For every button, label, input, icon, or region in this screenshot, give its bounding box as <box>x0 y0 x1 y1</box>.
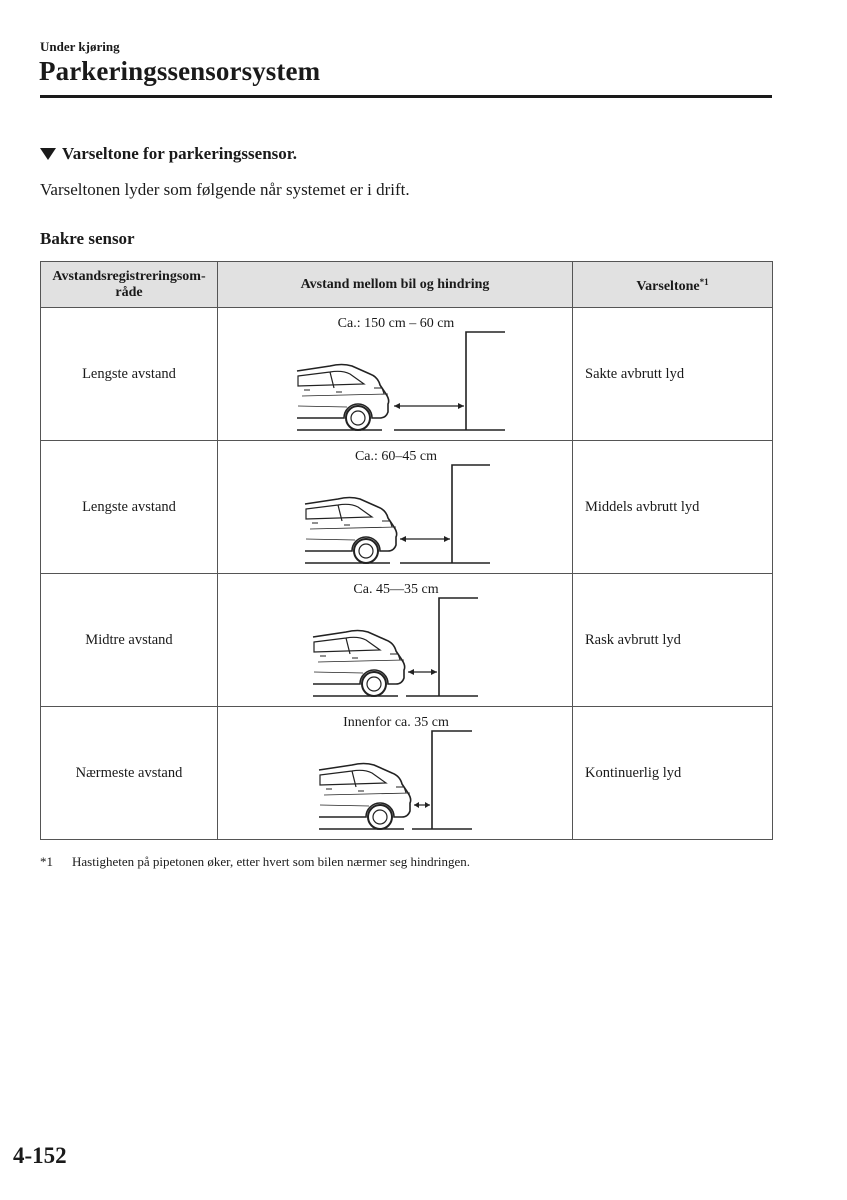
distance-label: Ca.: 150 cm – 60 cm <box>337 316 455 331</box>
table-title: Bakre sensor <box>40 229 135 248</box>
distance-label: Ca. 45—35 cm <box>353 582 439 597</box>
footnote-ref: *1 <box>699 277 709 287</box>
sensor-table <box>40 261 773 840</box>
tone-cell: Middels avbrutt lyd <box>573 441 773 574</box>
section-label: Under kjøring <box>40 39 120 54</box>
triangle-down-icon <box>40 148 56 160</box>
tone-cell: Kontinuerlig lyd <box>573 707 773 840</box>
range-cell: Lengste avstand <box>41 308 218 441</box>
range-cell: Lengste avstand <box>41 441 218 574</box>
car-rear-with-obstacle-diagram <box>218 441 573 573</box>
title-divider <box>40 95 772 98</box>
car-rear-with-obstacle-diagram <box>218 574 573 706</box>
header-range: Avstandsregistreringsom- råde <box>41 262 218 308</box>
distance-cell <box>218 441 573 574</box>
range-cell: Midtre avstand <box>41 574 218 707</box>
distance-cell <box>218 707 573 840</box>
car-icon <box>319 764 411 830</box>
table-row <box>41 707 773 840</box>
range-cell: Nærmeste avstand <box>41 707 218 840</box>
car-icon <box>313 631 405 697</box>
tone-cell: Sakte avbrutt lyd <box>573 308 773 441</box>
distance-cell <box>218 574 573 707</box>
table-row <box>41 308 773 441</box>
car-icon <box>305 498 397 564</box>
footnote-mark: *1 <box>40 854 53 869</box>
car-rear-with-obstacle-diagram <box>218 707 573 839</box>
table-row <box>41 574 773 707</box>
header-tone: Varseltone$^{*1}$ <box>573 262 773 308</box>
page-title: Parkeringssensorsystem <box>39 56 321 86</box>
car-rear-with-obstacle-diagram <box>218 308 573 440</box>
footnote-text: Hastigheten på pipetonen øker, etter hvert som bilen nærmer seg hindringen. <box>72 854 471 869</box>
header-distance: Avstand mellom bil og hindring <box>218 262 573 308</box>
car-icon <box>297 365 389 431</box>
subheading-text: Varseltone for parkeringssensor. <box>62 144 298 163</box>
table-header-row <box>41 262 773 308</box>
distance-cell <box>218 308 573 441</box>
subheading <box>40 144 297 164</box>
footnote <box>40 854 470 870</box>
distance-label: Innenfor ca. 35 cm <box>343 715 449 730</box>
distance-label: Ca.: 60–45 cm <box>354 449 438 464</box>
table-row <box>41 441 773 574</box>
intro-text: Varseltonen lyder som følgende når systemet er i drift. <box>40 180 410 199</box>
tone-cell: Rask avbrutt lyd <box>573 574 773 707</box>
page-number: 4-152 <box>13 1143 67 1168</box>
